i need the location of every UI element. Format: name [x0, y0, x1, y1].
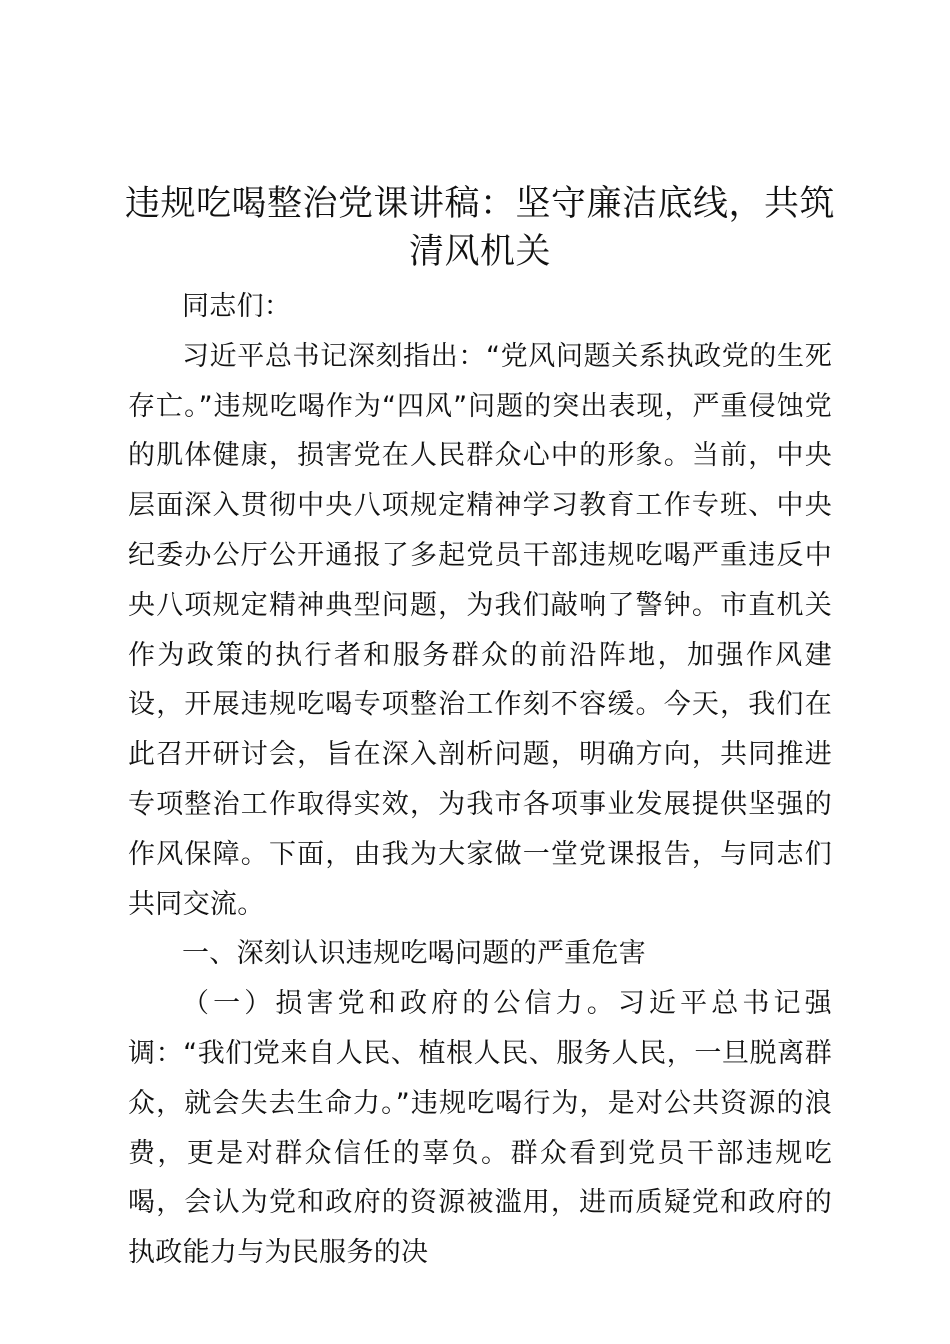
paragraph-section-1-1: （一）损害党和政府的公信力。习近平总书记强调：“我们党来自人民、植根人民、服务人民，一旦脱离群众，就会失去生命力。”违规吃喝行为，是对公共资源的浪费，更是对群众信任的辜负。群众看到党员干部违规吃喝，会认为党和政府的资源被滥用，进而质疑党和政府的执政能力与为民服务的决 [128, 988, 832, 1269]
section-heading-1: 一、深刻认识违规吃喝问题的严重危害 [182, 938, 647, 970]
document-body [128, 282, 832, 1278]
salutation: 同志们： [182, 291, 292, 322]
document-title: 违规吃喝整治党课讲稿：坚守廉洁底线，共筑清风机关 [124, 184, 835, 272]
paragraph-intro: 习近平总书记深刻指出：“党风问题关系执政党的生死存亡。”违规吃喝作为“四风”问题的突出表现，严重侵蚀党的肌体健康，损害党在人民群众心中的形象。当前，中央层面深入贯彻中央八项规定精神学习教育工作专班、中央纪委办公厅公开通报了多起党员干部违规吃喝严重违反中央八项规定精神典型问题，为我们敲响了警钟。市直机关作为政策的执行者和服务群众的前沿阵地，加强作风建设，开展违规吃喝专项整治工作刻不容缓。今天，我们在此召开研讨会，旨在深入剖析问题，明确方向，共同推进专项整治工作取得实效，为我市各项事业发展提供坚强的作风保障。下面，由我为大家做一堂党课报告，与同志们共同交流。 [128, 340, 832, 920]
